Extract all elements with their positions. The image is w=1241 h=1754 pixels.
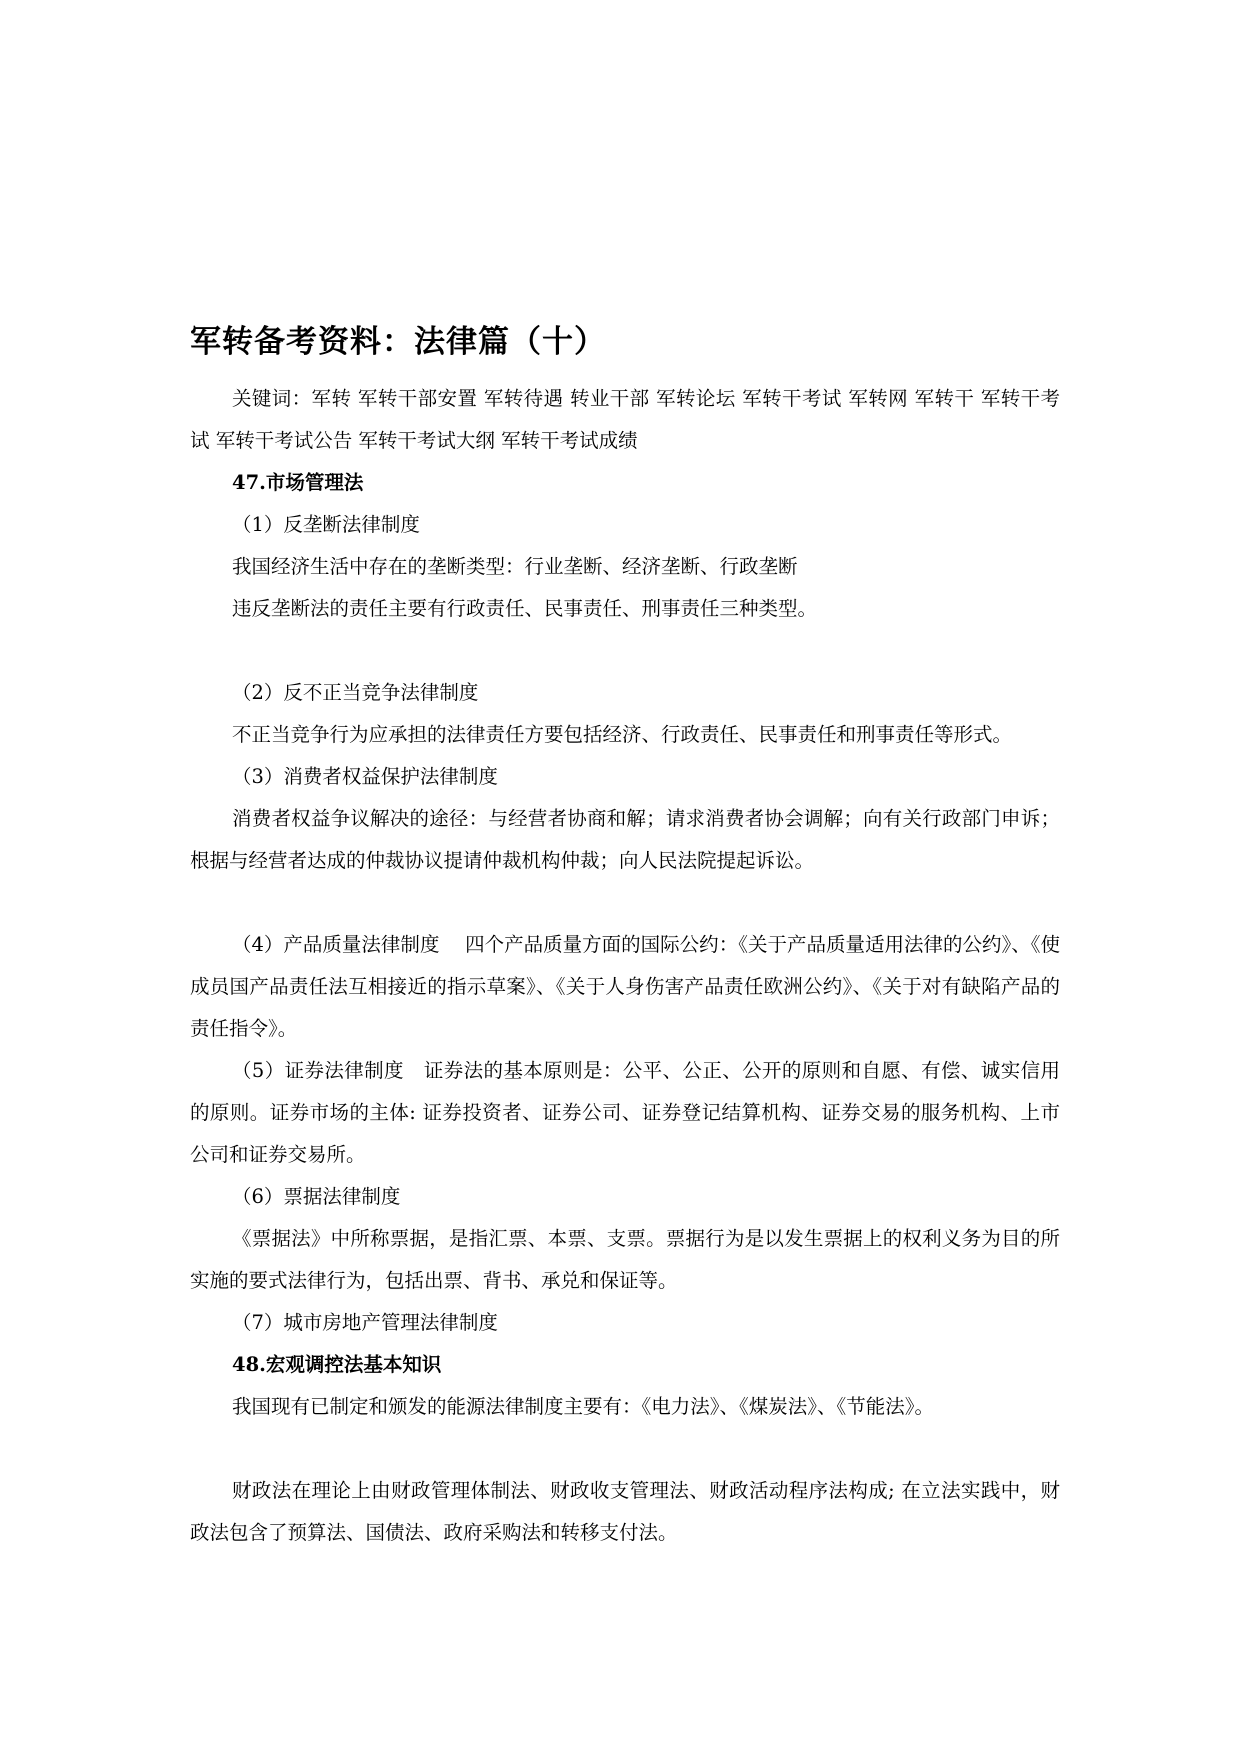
subsection-heading-consumer-rights: （3）消费者权益保护法律制度 — [232, 765, 498, 788]
paragraph-unfair-competition-liability: 不正当竞争行为应承担的法律责任方要包括经济、行政责任、民事责任和刑事责任等形式。 — [232, 723, 1013, 746]
paragraph-product-quality: （4）产品质量法律制度 四个产品质量方面的国际公约：《关于产品质量适用法律的公约》、《使成员国产品责任法互相接近的指示草案》、《关于人身伤害产品责任欧洲公约》、《关于对有缺陷产品的责任指令》。 — [190, 933, 1060, 1040]
paragraph-monopoly-liability: 违反垄断法的责任主要有行政责任、民事责任、刑事责任三种类型。 — [232, 597, 818, 620]
subsection-heading-negotiable-instruments: （6）票据法律制度 — [232, 1185, 401, 1208]
subsection-heading-antimonopoly: （1）反垄断法律制度 — [232, 513, 420, 536]
paragraph-spacer — [190, 1428, 1060, 1470]
keywords-line: 关键词：军转 军转干部安置 军转待遇 转业干部 军转论坛 军转干考试 军转网 军转干 军转干考试 军转干考试公告 军转干考试大纲 军转干考试成绩 — [190, 387, 1060, 452]
paragraph-monopoly-types: 我国经济生活中存在的垄断类型：行业垄断、经济垄断、行政垄断 — [232, 555, 798, 578]
section-heading-48: 48.宏观调控法基本知识 — [232, 1353, 442, 1376]
subsection-heading-unfair-competition: （2）反不正当竞争法律制度 — [232, 681, 479, 704]
subsection-heading-real-estate: （7）城市房地产管理法律制度 — [232, 1311, 498, 1334]
document-body — [190, 318, 1060, 1554]
paragraph-consumer-disputes: 消费者权益争议解决的途径：与经营者协商和解；请求消费者协会调解；向有关行政部门申诉；根据与经营者达成的仲裁协议提请仲裁机构仲裁；向人民法院提起诉讼。 — [190, 807, 1060, 872]
section-heading-47: 47.市场管理法 — [232, 471, 364, 494]
paragraph-spacer — [190, 882, 1060, 924]
paragraph-negotiable-instruments: 《票据法》中所称票据，是指汇票、本票、支票。票据行为是以发生票据上的权利义务为目的所实施的要式法律行为，包括出票、背书、承兑和保证等。 — [190, 1227, 1060, 1292]
paragraph-spacer — [190, 630, 1060, 672]
paragraph-energy-law: 我国现有已制定和颁发的能源法律制度主要有：《电力法》、《煤炭法》、《节能法》。 — [232, 1395, 935, 1418]
paragraph-securities: （5）证券法律制度 证券法的基本原则是：公平、公正、公开的原则和自愿、有偿、诚实信用的原则。证券市场的主体: 证券投资者、证券公司、证券登记结算机构、证券交易的服务机构、上市公司和证券交易所。 — [190, 1059, 1060, 1166]
paragraph-fiscal-law: 财政法在理论上由财政管理体制法、财政收支管理法、财政活动程序法构成; 在立法实践中，财政法包含了预算法、国债法、政府采购法和转移支付法。 — [190, 1479, 1060, 1544]
document-title: 军转备考资料：法律篇（十） — [190, 324, 606, 360]
